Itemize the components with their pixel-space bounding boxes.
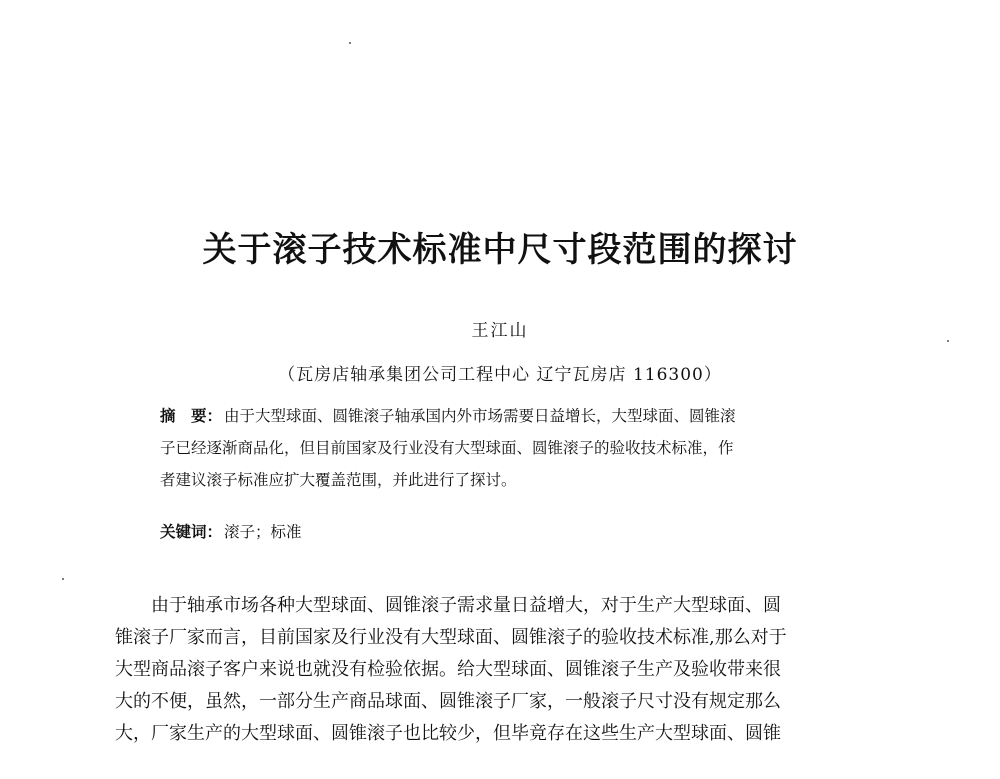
abstract-text: 由于大型球面、圆锥滚子轴承国内外市场需要日益增长，大型球面、圆锥滚 [224,407,736,425]
scan-speck [349,42,351,44]
abstract-line: 者建议滚子标准应扩大覆盖范围，并此进行了探讨。 [160,471,517,489]
body-line: 由于轴承市场各种大型球面、圆锥滚子需求量日益增大，对于生产大型球面、圆 [151,595,781,616]
abstract-line [160,400,840,432]
abstract-line: 子已经逐渐商品化，但目前国家及行业没有大型球面、圆锥滚子的验收技术标准，作 [160,439,734,457]
keywords-label: 关键词： [160,523,223,541]
abstract-label: 摘 要： [160,407,223,425]
body-line: 大的不便，虽然，一部分生产商品球面、圆锥滚子厂家，一般滚子尺寸没有规定那么 [115,691,781,712]
keywords-block [160,520,302,542]
body-line: 大，厂家生产的大型球面、圆锥滚子也比较少，但毕竟存在这些生产大型球面、圆锥 [115,723,781,744]
abstract-block [160,400,840,496]
body-line: 锥滚子厂家而言，目前国家及行业没有大型球面、圆锥滚子的验收技术标准,那么对于 [115,627,787,648]
body-paragraph [115,590,875,750]
author-name: 王江山 [471,321,529,341]
body-line: 大型商品滚子客户来说也就没有检验依据。给大型球面、圆锥滚子生产及验收带来很 [115,659,781,680]
keywords-value: 滚子；标准 [224,523,302,541]
paper-title: 关于滚子技术标准中尺寸段范围的探讨 [202,230,798,270]
author-affiliation: （瓦房店轴承集团公司工程中心 辽宁瓦房店 116300） [278,365,722,385]
scan-speck [62,578,64,580]
